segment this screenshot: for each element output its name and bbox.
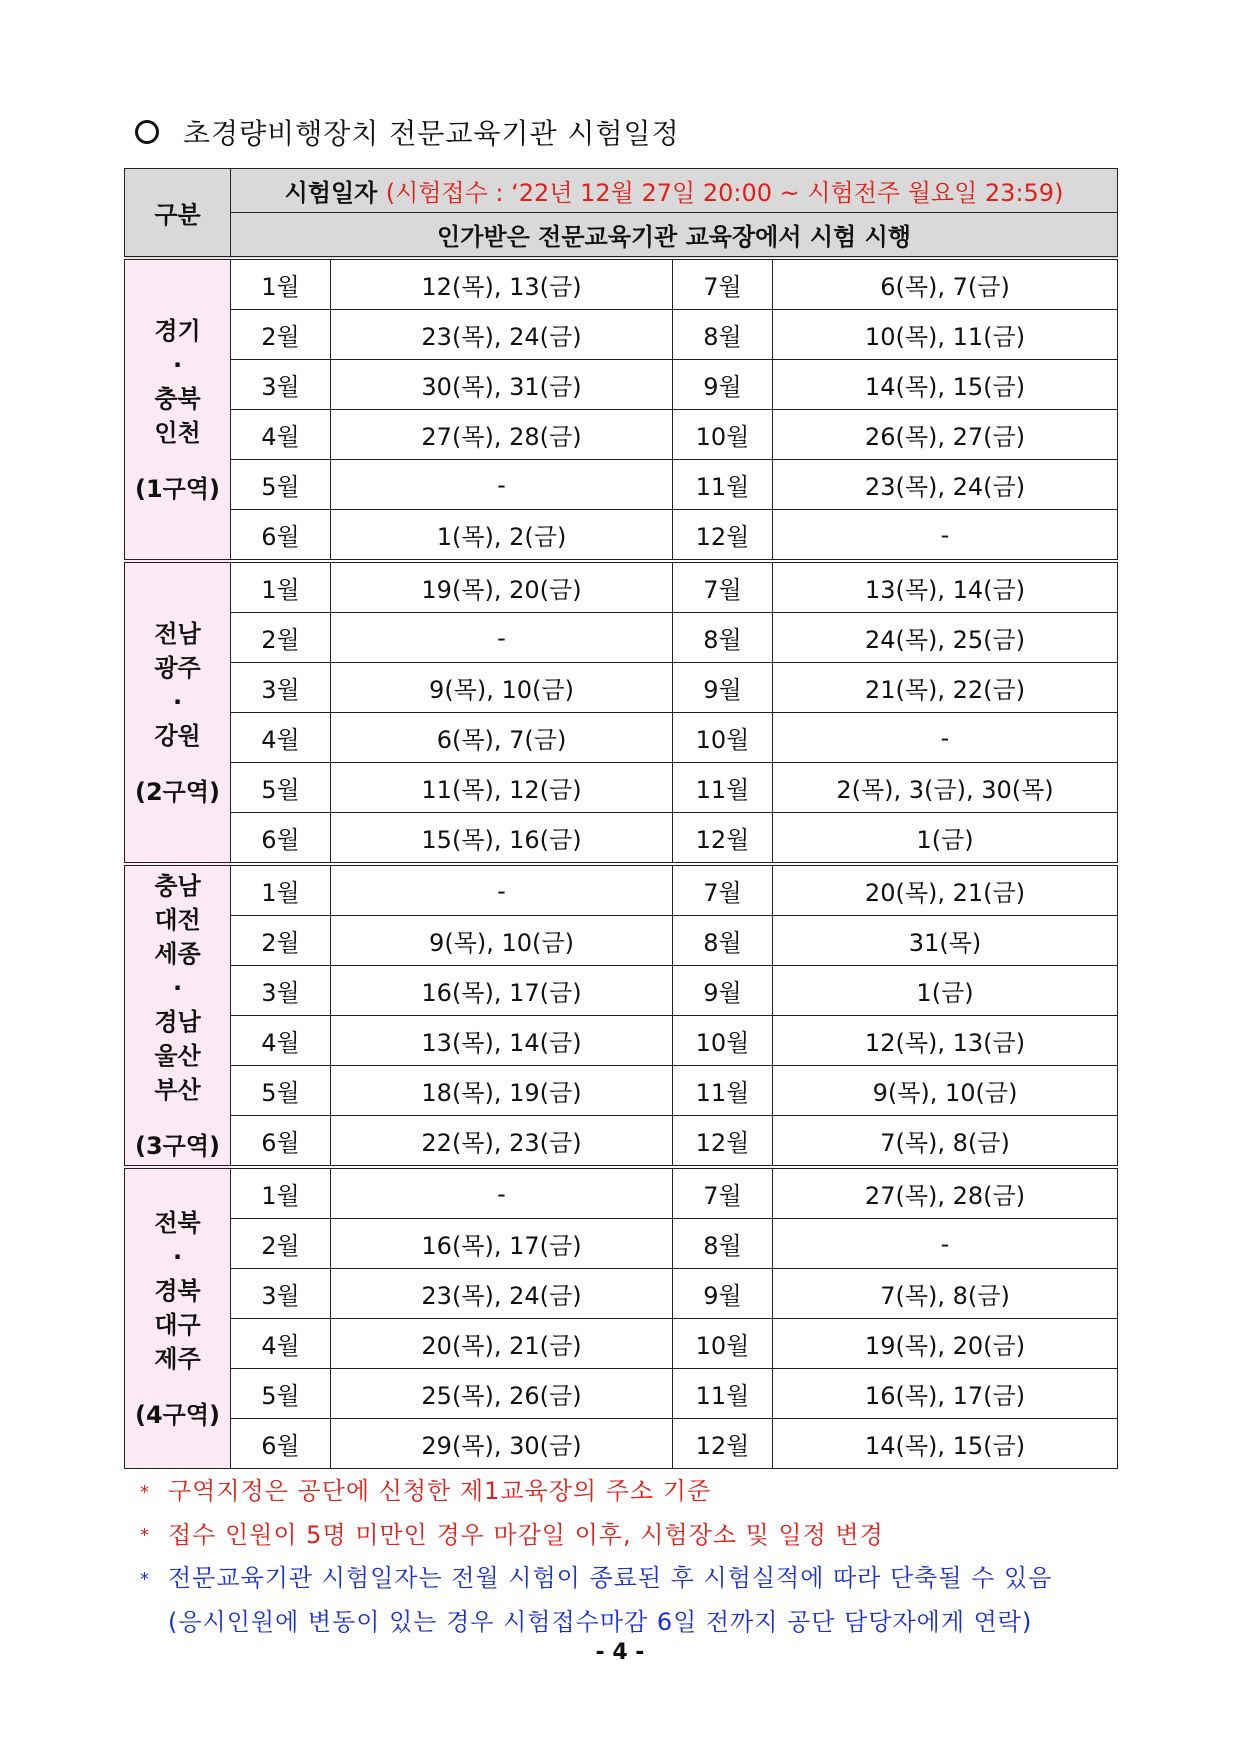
month-cell: 9월 bbox=[673, 1269, 773, 1319]
zone-label: (1구역) bbox=[134, 474, 220, 503]
region-name-line: 세종 bbox=[154, 939, 201, 968]
table-row bbox=[125, 966, 1118, 1016]
dates-cell: 6(목), 7(금) bbox=[773, 258, 1118, 310]
month-cell: 6월 bbox=[231, 813, 331, 865]
dates-cell: 12(목), 13(금) bbox=[773, 1016, 1118, 1066]
footnote-3-text: 전문교육기관 시험일자는 전월 시험이 종료된 후 시험실적에 따라 단축될 수 있음 bbox=[168, 1564, 1053, 1592]
region-name-line: 충남 bbox=[154, 871, 201, 900]
month-cell: 7월 bbox=[673, 864, 773, 916]
dates-cell: 13(목), 14(금) bbox=[773, 561, 1118, 613]
dates-cell: 20(목), 21(금) bbox=[331, 1319, 673, 1369]
dates-cell: 23(목), 24(금) bbox=[331, 310, 673, 360]
dates-cell: 14(목), 15(금) bbox=[773, 360, 1118, 410]
footnote-1-text: 구역지정은 공단에 신청한 제1교육장의 주소 기준 bbox=[168, 1477, 712, 1505]
dates-cell: 31(목) bbox=[773, 916, 1118, 966]
region-cell bbox=[125, 864, 231, 1167]
asterisk-icon: * bbox=[140, 1525, 150, 1546]
header-date-label: 시험일자 bbox=[284, 179, 378, 207]
dates-cell: - bbox=[331, 864, 673, 916]
dates-cell: 16(목), 17(금) bbox=[773, 1369, 1118, 1419]
dates-cell: 7(목), 8(금) bbox=[773, 1269, 1118, 1319]
dates-cell: - bbox=[331, 613, 673, 663]
dates-cell: 27(목), 28(금) bbox=[331, 410, 673, 460]
dates-cell: 20(목), 21(금) bbox=[773, 864, 1118, 916]
region-name-line: 울산 bbox=[154, 1041, 201, 1070]
dates-cell: 9(목), 10(금) bbox=[331, 663, 673, 713]
month-cell: 2월 bbox=[231, 613, 331, 663]
region-name-line: 경북 bbox=[154, 1276, 201, 1305]
month-cell: 5월 bbox=[231, 763, 331, 813]
page-number: - 4 - bbox=[595, 1640, 645, 1665]
region-name-line: 광주 bbox=[154, 653, 201, 682]
dates-cell: - bbox=[331, 460, 673, 510]
dates-cell: 18(목), 19(금) bbox=[331, 1066, 673, 1116]
table-row bbox=[125, 1066, 1118, 1116]
dates-cell: 30(목), 31(금) bbox=[331, 360, 673, 410]
table-row bbox=[125, 1016, 1118, 1066]
dates-cell: 21(목), 22(금) bbox=[773, 663, 1118, 713]
month-cell: 3월 bbox=[231, 966, 331, 1016]
dates-cell: 19(목), 20(금) bbox=[773, 1319, 1118, 1369]
table-row bbox=[125, 1116, 1118, 1168]
footnote-3 bbox=[140, 1557, 1052, 1601]
table-row bbox=[125, 1219, 1118, 1269]
table-row bbox=[125, 916, 1118, 966]
table-row bbox=[125, 561, 1118, 613]
region-cell bbox=[125, 1167, 231, 1469]
month-cell: 4월 bbox=[231, 1319, 331, 1369]
zone-label: (3구역) bbox=[134, 1131, 220, 1160]
header-registration-note: (시험접수 : ‘22년 12월 27일 20:00 ~ 시험전주 월요일 23:59) bbox=[385, 179, 1064, 207]
month-cell: 10월 bbox=[673, 1319, 773, 1369]
dates-cell: 13(목), 14(금) bbox=[331, 1016, 673, 1066]
region-name-line: 전남 bbox=[154, 619, 201, 648]
dates-cell: 1(금) bbox=[773, 813, 1118, 865]
dates-cell: 9(목), 10(금) bbox=[331, 916, 673, 966]
dates-cell: 15(목), 16(금) bbox=[331, 813, 673, 865]
month-cell: 6월 bbox=[231, 1116, 331, 1168]
region-name-line: · bbox=[172, 687, 183, 716]
section-title-text: 초경량비행장치 전문교육기관 시험일정 bbox=[183, 117, 680, 150]
month-cell: 10월 bbox=[673, 713, 773, 763]
dates-cell: 24(목), 25(금) bbox=[773, 613, 1118, 663]
dates-cell: 19(목), 20(금) bbox=[331, 561, 673, 613]
month-cell: 1월 bbox=[231, 258, 331, 310]
dates-cell: 2(목), 3(금), 30(목) bbox=[773, 763, 1118, 813]
region-cell bbox=[125, 561, 231, 864]
dates-cell: - bbox=[773, 1219, 1118, 1269]
table-row bbox=[125, 1419, 1118, 1469]
month-cell: 5월 bbox=[231, 1066, 331, 1116]
region-name-line: 인천 bbox=[154, 418, 201, 447]
table-row bbox=[125, 310, 1118, 360]
table-row bbox=[125, 813, 1118, 865]
table-row bbox=[125, 510, 1118, 562]
region-name-line: 제주 bbox=[154, 1344, 201, 1373]
table-row bbox=[125, 864, 1118, 916]
region-name-line: 부산 bbox=[154, 1075, 201, 1104]
header-gubun: 구분 bbox=[125, 169, 231, 259]
month-cell: 8월 bbox=[673, 613, 773, 663]
table-row bbox=[125, 410, 1118, 460]
month-cell: 11월 bbox=[673, 763, 773, 813]
dates-cell: 14(목), 15(금) bbox=[773, 1419, 1118, 1469]
month-cell: 11월 bbox=[673, 1066, 773, 1116]
dates-cell: - bbox=[331, 1167, 673, 1219]
dates-cell: 27(목), 28(금) bbox=[773, 1167, 1118, 1219]
table-row bbox=[125, 1167, 1118, 1219]
dates-cell: 1(금) bbox=[773, 966, 1118, 1016]
month-cell: 2월 bbox=[231, 916, 331, 966]
table-row bbox=[125, 1269, 1118, 1319]
footnote-4: (응시인원에 변동이 있는 경우 시험접수마감 6일 전까지 공단 담당자에게 연락) bbox=[168, 1607, 1033, 1636]
month-cell: 6월 bbox=[231, 1419, 331, 1469]
month-cell: 9월 bbox=[673, 360, 773, 410]
month-cell: 11월 bbox=[673, 460, 773, 510]
dates-cell: 23(목), 24(금) bbox=[773, 460, 1118, 510]
dates-cell: 25(목), 26(금) bbox=[331, 1369, 673, 1419]
month-cell: 6월 bbox=[231, 510, 331, 562]
month-cell: 12월 bbox=[673, 1116, 773, 1168]
dates-cell: 16(목), 17(금) bbox=[331, 966, 673, 1016]
month-cell: 1월 bbox=[231, 1167, 331, 1219]
month-cell: 5월 bbox=[231, 1369, 331, 1419]
month-cell: 2월 bbox=[231, 1219, 331, 1269]
dates-cell: 12(목), 13(금) bbox=[331, 258, 673, 310]
dates-cell: 22(목), 23(금) bbox=[331, 1116, 673, 1168]
dates-cell: 9(목), 10(금) bbox=[773, 1066, 1118, 1116]
table-row bbox=[125, 258, 1118, 310]
table-row bbox=[125, 663, 1118, 713]
header-exam-date bbox=[231, 169, 1118, 213]
month-cell: 12월 bbox=[673, 1419, 773, 1469]
month-cell: 4월 bbox=[231, 713, 331, 763]
month-cell: 3월 bbox=[231, 360, 331, 410]
section-title bbox=[135, 112, 680, 152]
dates-cell: 6(목), 7(금) bbox=[331, 713, 673, 763]
footnotes bbox=[140, 1470, 1052, 1644]
month-cell: 4월 bbox=[231, 410, 331, 460]
region-name-line: 충북 bbox=[154, 384, 201, 413]
region-cell bbox=[125, 258, 231, 561]
month-cell: 10월 bbox=[673, 410, 773, 460]
month-cell: 8월 bbox=[673, 310, 773, 360]
month-cell: 3월 bbox=[231, 663, 331, 713]
month-cell: 1월 bbox=[231, 561, 331, 613]
dates-cell: 10(목), 11(금) bbox=[773, 310, 1118, 360]
zone-label: (4구역) bbox=[134, 1400, 220, 1429]
month-cell: 8월 bbox=[673, 1219, 773, 1269]
month-cell: 12월 bbox=[673, 813, 773, 865]
exam-schedule-table bbox=[124, 168, 1118, 1469]
month-cell: 11월 bbox=[673, 1369, 773, 1419]
table-row bbox=[125, 1369, 1118, 1419]
table-row bbox=[125, 460, 1118, 510]
region-name-line: 대구 bbox=[154, 1310, 201, 1339]
region-name-line: · bbox=[172, 350, 183, 379]
table-row bbox=[125, 763, 1118, 813]
dates-cell: 23(목), 24(금) bbox=[331, 1269, 673, 1319]
region-name-line: · bbox=[172, 973, 183, 1002]
region-name-line: · bbox=[172, 1242, 183, 1271]
table-row bbox=[125, 360, 1118, 410]
region-name-line: 경남 bbox=[154, 1007, 201, 1036]
month-cell: 9월 bbox=[673, 663, 773, 713]
dates-cell: - bbox=[773, 510, 1118, 562]
table-row bbox=[125, 1319, 1118, 1369]
month-cell: 7월 bbox=[673, 258, 773, 310]
month-cell: 5월 bbox=[231, 460, 331, 510]
month-cell: 4월 bbox=[231, 1016, 331, 1066]
dates-cell: 29(목), 30(금) bbox=[331, 1419, 673, 1469]
month-cell: 8월 bbox=[673, 916, 773, 966]
dates-cell: 7(목), 8(금) bbox=[773, 1116, 1118, 1168]
month-cell: 1월 bbox=[231, 864, 331, 916]
footnote-2-text: 접수 인원이 5명 미만인 경우 마감일 이후, 시험장소 및 일정 변경 bbox=[168, 1520, 884, 1549]
footnote-1 bbox=[140, 1470, 1052, 1514]
month-cell: 9월 bbox=[673, 966, 773, 1016]
month-cell: 2월 bbox=[231, 310, 331, 360]
header-subheader: 인가받은 전문교육기관 교육장에서 시험 시행 bbox=[231, 213, 1118, 259]
region-name-line: 전북 bbox=[154, 1208, 201, 1237]
table-row bbox=[125, 713, 1118, 763]
footnote-2 bbox=[140, 1514, 1052, 1558]
zone-label: (2구역) bbox=[134, 777, 220, 806]
dates-cell: 26(목), 27(금) bbox=[773, 410, 1118, 460]
dates-cell: 16(목), 17(금) bbox=[331, 1219, 673, 1269]
dates-cell: 1(목), 2(금) bbox=[331, 510, 673, 562]
month-cell: 12월 bbox=[673, 510, 773, 562]
region-name-line: 대전 bbox=[154, 905, 201, 934]
table-row bbox=[125, 613, 1118, 663]
region-name-line: 강원 bbox=[154, 721, 201, 750]
month-cell: 7월 bbox=[673, 1167, 773, 1219]
month-cell: 3월 bbox=[231, 1269, 331, 1319]
month-cell: 10월 bbox=[673, 1016, 773, 1066]
dates-cell: - bbox=[773, 713, 1118, 763]
asterisk-icon: * bbox=[140, 1568, 150, 1590]
hollow-circle-bullet-icon bbox=[135, 120, 159, 144]
region-name-line: 경기 bbox=[154, 316, 201, 345]
asterisk-icon: * bbox=[140, 1481, 150, 1503]
dates-cell: 11(목), 12(금) bbox=[331, 763, 673, 813]
month-cell: 7월 bbox=[673, 561, 773, 613]
